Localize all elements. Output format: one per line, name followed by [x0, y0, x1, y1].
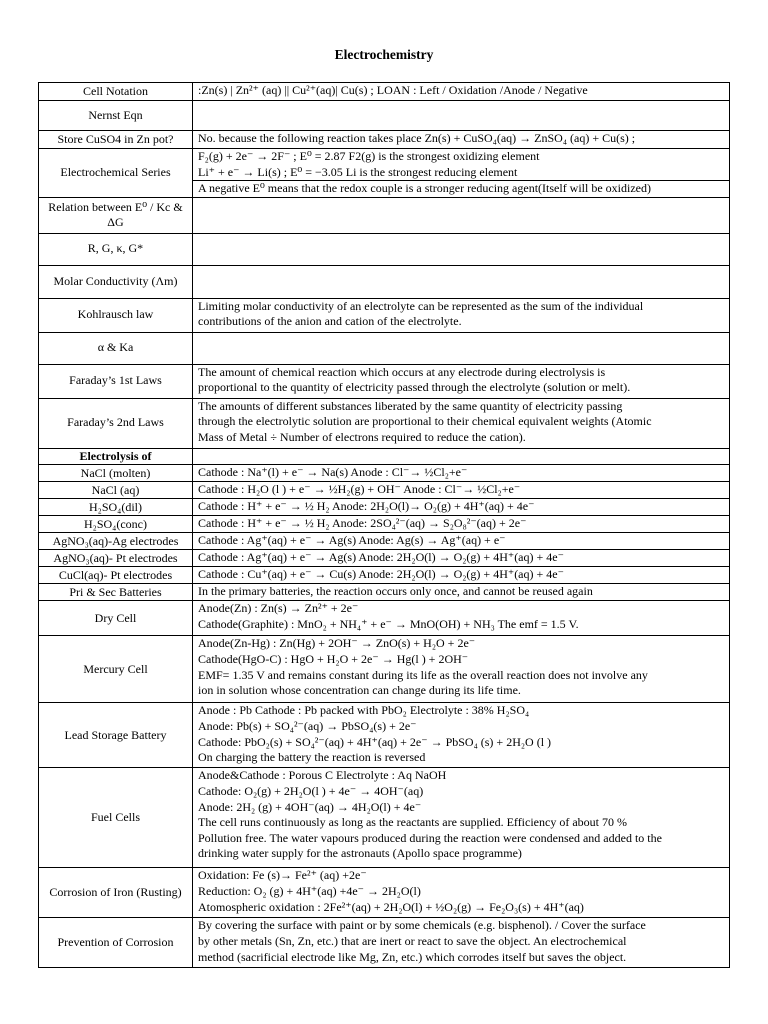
- row-content-h2so4-dil: [193, 499, 730, 516]
- content-line: proportional to the quantity of electricity passed through the electrolyte (solution or melt).: [198, 380, 631, 395]
- table-row: [39, 601, 730, 636]
- content-line: Anode(Zn-Hg) : Zn(Hg) + 2OH⁻ → ZnO(s) + H₂O + 2e⁻: [198, 636, 476, 651]
- table-row: [39, 636, 730, 703]
- row-label-electrochemical-series: Electrochemical Series: [39, 149, 193, 198]
- content-line: Oxidation: Fe (s)→ Fe²⁺ (aq) +2e⁻: [198, 868, 367, 883]
- content-line: Anode(Zn) : Zn(s) → Zn²⁺ + 2e⁻: [198, 601, 359, 616]
- row-label-molar-conductivity: Molar Conductivity (Λm): [39, 265, 193, 298]
- row-label-dry-cell: Dry Cell: [39, 601, 193, 636]
- row-content-prevention-corrosion: [193, 918, 730, 968]
- content-line: Cathode : Ag⁺(aq) + e⁻ → Ag(s) Anode: Ag(s) → Ag⁺(aq) + e⁻: [198, 533, 506, 548]
- table-row: [39, 567, 730, 584]
- content-line: Anode: 2H₂ (g) + 4OH⁻(aq) → 4H₂O(l) + 4e⁻: [198, 799, 422, 814]
- electrochemistry-table: [38, 82, 730, 968]
- content-line: :Zn(s) | Zn²⁺ (aq) || Cu²⁺(aq)| Cu(s) ; LOAN : Left / Oxidation /Anode / Negative: [198, 83, 588, 97]
- content-line: A negative E⁰ means that the redox couple is a stronger reducing agent(Itself will be oxidized): [193, 180, 729, 197]
- row-label-electrolysis-of: Electrolysis of: [39, 448, 193, 465]
- table-row: [39, 197, 730, 233]
- table-row: [39, 868, 730, 918]
- content-line: Cathode : H⁺ + e⁻ → ½ H₂ Anode: 2SO₄²⁻(aq) → S₂O₈²⁻(aq) + 2e⁻: [198, 516, 527, 531]
- row-content-nacl-molten: [193, 465, 730, 482]
- row-content-relation: [193, 197, 730, 233]
- row-label-alpha-ka: α & Ka: [39, 332, 193, 364]
- table-row: [39, 364, 730, 398]
- table-row: [39, 398, 730, 448]
- content-line: through the electrolytic solution are proportional to their chemical equivalent weights (Atomic: [198, 414, 652, 429]
- table-row: [39, 465, 730, 482]
- row-label-h2so4-dil: H₂SO₄(dil): [39, 499, 193, 516]
- row-label-relation: Relation between E⁰ / Kc & ΔG: [39, 197, 193, 233]
- row-label-pri-sec: Pri & Sec Batteries: [39, 584, 193, 601]
- content-line: No. because the following reaction takes place Zn(s) + CuSO₄(aq) → ZnSO₄ (aq) + Cu(s) ;: [198, 131, 636, 145]
- table-row: [39, 448, 730, 465]
- content-line: Anode : Pb Cathode : Pb packed with PbO₂ Electrolyte : 38% H₂SO₄: [198, 703, 530, 718]
- row-label-kohlrausch: Kohlrausch law: [39, 298, 193, 332]
- row-content-fuel-cells: [193, 768, 730, 868]
- row-content-dry-cell: [193, 601, 730, 636]
- row-label-faraday-2: Faraday’s 2nd Laws: [39, 398, 193, 448]
- row-label-cell-notation: Cell Notation: [39, 83, 193, 101]
- row-label-nernst: Nernst Eqn: [39, 101, 193, 131]
- row-content-cell-notation: [193, 83, 730, 101]
- content-line: Anode: Pb(s) + SO₄²⁻(aq) → PbSO₄(s) + 2e⁻: [198, 718, 417, 733]
- row-content-rgk: [193, 233, 730, 265]
- row-label-nacl-molten: NaCl (molten): [39, 465, 193, 482]
- content-line: Cathode(HgO-C) : HgO + H₂O + 2e⁻ → Hg(l ) + 2OH⁻: [198, 651, 469, 666]
- table-row: [39, 499, 730, 516]
- row-label-mercury-cell: Mercury Cell: [39, 636, 193, 703]
- content-line: By covering the surface with paint or by some chemicals (e.g. bisphenol). / Cover the surface: [198, 918, 646, 933]
- content-line: Cathode : H⁺ + e⁻ → ½ H₂ Anode: 2H₂O(l)→ O₂(g) + 4H⁺(aq) + 4e⁻: [198, 499, 535, 514]
- row-label-fuel-cells: Fuel Cells: [39, 768, 193, 868]
- content-line: drinking water supply for the astronauts (Apollo space programme): [198, 846, 522, 861]
- row-label-nacl-aq: NaCl (aq): [39, 482, 193, 499]
- content-line: Cathode : Cu⁺(aq) + e⁻ → Cu(s) Anode: 2H₂O(l) → O₂(g) + 4H⁺(aq) + 4e⁻: [198, 567, 564, 582]
- content-line: Mass of Metal ÷ Number of electrons required to reduce the cation).: [198, 429, 526, 444]
- table-row: [39, 703, 730, 768]
- content-line: Reduction: O₂ (g) + 4H⁺(aq) +4e⁻ → 2H₂O(l): [198, 883, 421, 898]
- table-row: [39, 131, 730, 149]
- row-label-lead-storage: Lead Storage Battery: [39, 703, 193, 768]
- table-row: [39, 83, 730, 101]
- row-content-mercury-cell: [193, 636, 730, 703]
- content-line: On charging the battery the reaction is reversed: [198, 750, 426, 765]
- table-row: [39, 584, 730, 601]
- table-row: [39, 332, 730, 364]
- row-content-nernst: [193, 101, 730, 131]
- content-line: Cathode : Ag⁺(aq) + e⁻ → Ag(s) Anode: 2H₂O(l) → O₂(g) + 4H⁺(aq) + 4e⁻: [198, 550, 564, 565]
- content-line: Cathode : Na⁺(l) + e⁻ → Na(s) Anode : Cl⁻→ ½Cl₂+e⁻: [198, 465, 468, 480]
- content-line: Cathode: O₂(g) + 2H₂O(l ) + 4e⁻ → 4OH⁻(aq): [198, 783, 424, 798]
- table-row: [39, 298, 730, 332]
- content-line: Pollution free. The water vapours produced during the reaction were condensed and added to the: [198, 830, 662, 845]
- table-row: [39, 233, 730, 265]
- content-line: by other metals (Sn, Zn, etc.) that are inert or react to save the object. An electrochemical: [198, 933, 627, 948]
- row-content-corrosion-iron: [193, 868, 730, 918]
- row-content-electrochemical-series: [193, 149, 730, 198]
- content-line: Limiting molar conductivity of an electrolyte can be represented as the sum of the individual: [198, 298, 644, 313]
- content-line: contributions of the anion and cation of the electrolyte.: [198, 314, 462, 329]
- content-line: Cathode : H₂O (l ) + e⁻ → ½H₂(g) + OH⁻ Anode : Cl⁻→ ½Cl₂+e⁻: [198, 482, 521, 497]
- row-label-h2so4-conc: H₂SO₄(conc): [39, 516, 193, 533]
- row-content-pri-sec: [193, 584, 730, 601]
- row-content-electrolysis-of: [193, 448, 730, 465]
- table-row: [39, 101, 730, 131]
- row-label-cucl-pt: CuCl(aq)- Pt electrodes: [39, 567, 193, 584]
- row-content-nacl-aq: [193, 482, 730, 499]
- row-content-kohlrausch: [193, 298, 730, 332]
- content-line: F₂(g) + 2e⁻ → 2F⁻ ; E⁰ = 2.87 F2(g) is the strongest oxidizing element: [198, 149, 540, 163]
- row-label-store-cuso4: Store CuSO4 in Zn pot?: [39, 131, 193, 149]
- content-line: Cathode: PbO₂(s) + SO₄²⁻(aq) + 4H⁺(aq) + 2e⁻ → PbSO₄ (s) + 2H₂O (l ): [198, 734, 552, 749]
- content-line: The cell runs continuously as long as the reactants are supplied. Efficiency of about 70 %: [198, 815, 627, 830]
- row-content-faraday-1: [193, 364, 730, 398]
- table-row: [39, 918, 730, 968]
- content-line: In the primary batteries, the reaction occurs only once, and cannot be reused again: [198, 584, 593, 599]
- table-row: [39, 768, 730, 868]
- row-label-agno3-pt: AgNO₃(aq)- Pt electrodes: [39, 550, 193, 567]
- table-row: [39, 533, 730, 550]
- table-row: [39, 516, 730, 533]
- content-line: Atomospheric oxidation : 2Fe²⁺(aq) + 2H₂O(l) + ½O₂(g) → Fe₂O₃(s) + 4H⁺(aq): [198, 899, 584, 914]
- content-line: EMF= 1.35 V and remains constant during its life as the overall reaction does not involve any: [198, 667, 648, 682]
- row-content-lead-storage: [193, 703, 730, 768]
- row-content-molar-conductivity: [193, 265, 730, 298]
- table-row: [39, 550, 730, 567]
- content-line: ion in solution whose concentration can change during its life time.: [198, 683, 521, 698]
- content-line: Cathode(Graphite) : MnO₂ + NH₄⁺ + e⁻ → MnO(OH) + NH₃ The emf = 1.5 V.: [198, 616, 579, 631]
- row-label-rgk: R, G, κ, G*: [39, 233, 193, 265]
- content-line: method (sacrificial electrode like Mg, Zn, etc.) which corrodes itself but saves the object.: [198, 949, 627, 964]
- content-line: Anode&Cathode : Porous C Electrolyte : Aq NaOH: [198, 768, 447, 783]
- row-content-agno3-ag: [193, 533, 730, 550]
- row-label-agno3-ag: AgNO₃(aq)-Ag electrodes: [39, 533, 193, 550]
- row-content-agno3-pt: [193, 550, 730, 567]
- content-line: Li⁺ + e⁻ → Li(s) ; E⁰ = −3.05 Li is the strongest reducing element: [198, 164, 518, 179]
- row-content-faraday-2: [193, 398, 730, 448]
- table-row: [39, 149, 730, 198]
- row-label-faraday-1: Faraday’s 1st Laws: [39, 364, 193, 398]
- row-content-store-cuso4: [193, 131, 730, 149]
- content-line: The amounts of different substances liberated by the same quantity of electricity passing: [198, 398, 623, 413]
- row-content-alpha-ka: [193, 332, 730, 364]
- table-row: [39, 265, 730, 298]
- row-content-cucl-pt: [193, 567, 730, 584]
- content-line: The amount of chemical reaction which occurs at any electrode during electrolysis is: [198, 364, 606, 379]
- row-label-prevention-corrosion: Prevention of Corrosion: [39, 918, 193, 968]
- row-content-h2so4-conc: [193, 516, 730, 533]
- table-row: [39, 482, 730, 499]
- row-label-corrosion-iron: Corrosion of Iron (Rusting): [39, 868, 193, 918]
- page-title: Electrochemistry: [334, 47, 434, 62]
